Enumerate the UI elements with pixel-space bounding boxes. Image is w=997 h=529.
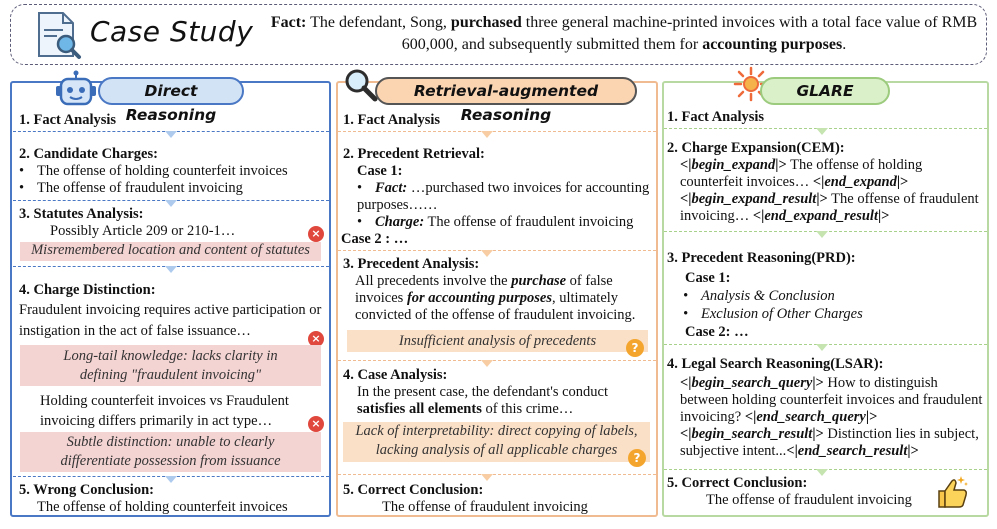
glare-step-5: 5. Correct Conclusion: (667, 475, 808, 491)
error-icon: × (308, 226, 324, 242)
glare-case-2-label: Case 2: … (685, 324, 749, 340)
direct-reasoning-title: Direct Reasoning (98, 77, 244, 105)
statutes-error: Misremembered location and content of statutes (20, 242, 321, 261)
direct-step-1: 1. Fact Analysis (19, 112, 117, 128)
arrow-down-icon (816, 128, 828, 135)
case-study-title: Case Study (90, 15, 254, 48)
precedent-analysis-text: All precedents involve the purchase of false invoices for accounting purposes, ultimately convicted of the offense of fraudulent invoicing. (355, 273, 636, 323)
arrow-down-icon (816, 344, 828, 351)
arrow-down-icon (165, 476, 177, 483)
retrieval-step-5: 5. Correct Conclusion: (343, 482, 484, 498)
magnifier-icon (343, 67, 379, 103)
glare-conclusion-text: The offense of fraudulent invoicing (706, 492, 912, 508)
glare-case-1-label: Case 1: (685, 270, 731, 286)
question-icon: ? (626, 339, 644, 357)
direct-step-3: 3. Statutes Analysis: (19, 206, 144, 222)
case-1-item-2: • Exclusion of Other Charges (683, 306, 863, 322)
robot-icon (54, 70, 98, 108)
glare-step-2: 2. Charge Expansion(CEM): (667, 140, 845, 156)
charge-expansion-text: <|begin_expand|> The offense of holding counterfeit invoices… <|end_expand|> <|begin_expand_result|> The offense of fraudulent invoicing… <|end_expand_result|> (680, 157, 979, 224)
case-analysis-text: In the present case, the defendant's conduct satisfies all elements of this crime… (357, 384, 609, 417)
glare-step-1: 1. Fact Analysis (667, 109, 765, 125)
question-icon: ? (628, 449, 646, 467)
candidate-charge-2: • The offense of fraudulent invoicing (19, 180, 243, 196)
arrow-down-icon (481, 360, 493, 367)
long-tail-error: Long-tail knowledge: lacks clarity in defining "fraudulent invoicing" (20, 345, 321, 386)
interpretability-warning: Lack of interpretability: direct copying of labels, lacking analysis of all applicable charges (343, 422, 650, 462)
wrong-conclusion-text: The offense of holding counterfeit invoices (37, 499, 288, 515)
direct-step-5: 5. Wrong Conclusion: (19, 482, 154, 498)
statutes-analysis-text: Possibly Article 209 or 210-1… (50, 223, 236, 239)
arrow-down-icon (165, 266, 177, 273)
document-search-icon (33, 10, 83, 62)
glare-step-3: 3. Precedent Reasoning(PRD): (667, 250, 856, 266)
case-1-label: Case 1: (357, 163, 403, 179)
arrow-down-icon (816, 469, 828, 476)
divider (338, 250, 656, 251)
error-icon: × (308, 416, 324, 432)
case-2-label: Case 2 : … (341, 231, 409, 247)
glare-title: GLARE (760, 77, 890, 105)
arrow-down-icon (165, 200, 177, 207)
charge-distinction-text-2: Holding counterfeit invoices vs Fraudulent invoicing differs primarily in act type… (40, 393, 289, 429)
precedent-charge: • Charge: The offense of fraudulent invoicing (357, 214, 634, 230)
thumbs-up-icon (933, 474, 969, 510)
retrieval-step-1: 1. Fact Analysis (343, 112, 441, 128)
candidate-charge-1: • The offense of holding counterfeit invoices (19, 163, 288, 179)
direct-step-2: 2. Candidate Charges: (19, 146, 158, 162)
case-fact: Fact: The defendant, Song, purchased three general machine-printed invoices with a total face value of RMB 600,000, and subsequently submitted them for accounting purposes. (270, 14, 978, 53)
retrieval-reasoning-title: Retrieval-augmented Reasoning (375, 77, 637, 105)
correct-conclusion-text: The offense of fraudulent invoicing (382, 499, 588, 515)
precedent-fact: • Fact: …purchased two invoices for accounting purposes…… (357, 180, 650, 213)
arrow-down-icon (481, 131, 493, 138)
divider (338, 131, 656, 132)
subtle-distinction-error: Subtle distinction: unable to clearly differentiate possession from issuance (20, 432, 321, 472)
arrow-down-icon (165, 131, 177, 138)
charge-distinction-text-1: Fraudulent invoicing requires active participation or instigation in the act of false issuance… (19, 302, 322, 339)
legal-search-text: <|begin_search_query|> How to distinguish between holding counterfeit invoices and fraudulent invoicing? <|end_search_query|> <|begin_search_result|> Distinction lies in subject, subjective intent...<|end_search_result|> (680, 375, 983, 459)
divider (338, 474, 656, 475)
direct-step-4: 4. Charge Distinction: (19, 282, 156, 298)
retrieval-step-3: 3. Precedent Analysis: (343, 256, 480, 272)
arrow-down-icon (816, 231, 828, 238)
glare-step-4: 4. Legal Search Reasoning(LSAR): (667, 356, 884, 372)
case-1-item-1: • Analysis & Conclusion (683, 288, 835, 304)
arrow-down-icon (481, 250, 493, 257)
retrieval-step-2: 2. Precedent Retrieval: (343, 146, 485, 162)
retrieval-step-4: 4. Case Analysis: (343, 367, 448, 383)
precedent-warning: Insufficient analysis of precedents (347, 330, 648, 352)
error-icon: × (308, 331, 324, 347)
divider (338, 360, 656, 361)
arrow-down-icon (481, 474, 493, 481)
